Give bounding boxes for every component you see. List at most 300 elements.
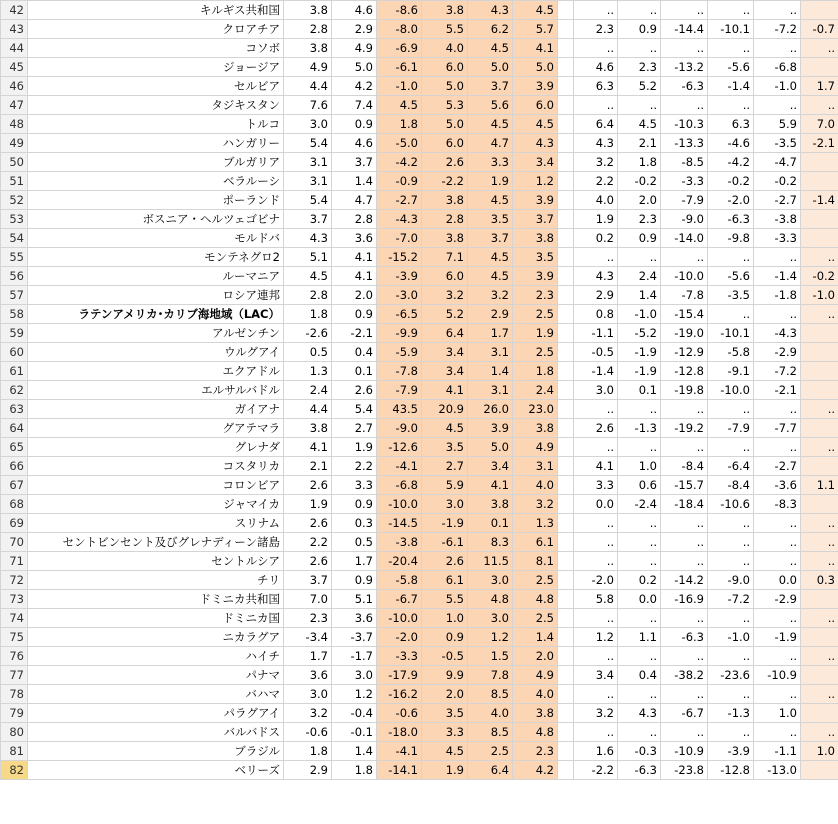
row-header[interactable]: 73 <box>1 590 28 609</box>
value-cell[interactable]: -0.2 <box>708 172 754 191</box>
value-cell[interactable]: -2.6 <box>284 324 332 343</box>
value-cell[interactable]: .. <box>801 248 838 267</box>
value-cell[interactable] <box>558 1 574 20</box>
value-cell[interactable]: -8.5 <box>661 153 708 172</box>
value-cell[interactable]: -2.2 <box>574 761 618 780</box>
value-cell[interactable]: 2.3 <box>618 58 661 77</box>
value-cell[interactable]: 1.8 <box>377 115 422 134</box>
country-cell[interactable]: ブルガリア <box>28 153 284 172</box>
value-cell[interactable]: 0.1 <box>468 514 513 533</box>
country-cell[interactable]: タジキスタン <box>28 96 284 115</box>
value-cell[interactable]: -7.0 <box>377 229 422 248</box>
value-cell[interactable]: -1.0 <box>708 628 754 647</box>
value-cell[interactable]: -10.9 <box>754 666 801 685</box>
country-cell[interactable]: バハマ <box>28 685 284 704</box>
value-cell[interactable]: -12.9 <box>661 343 708 362</box>
value-cell[interactable]: .. <box>661 533 708 552</box>
value-cell[interactable]: .. <box>574 400 618 419</box>
value-cell[interactable]: -3.0 <box>377 286 422 305</box>
value-cell[interactable]: -20.4 <box>377 552 422 571</box>
row-header[interactable]: 65 <box>1 438 28 457</box>
value-cell[interactable]: -1.9 <box>754 628 801 647</box>
value-cell[interactable]: -4.2 <box>708 153 754 172</box>
value-cell[interactable]: -1.9 <box>618 343 661 362</box>
value-cell[interactable]: 4.3 <box>574 267 618 286</box>
value-cell[interactable]: 1.0 <box>754 704 801 723</box>
country-cell[interactable]: ドミニカ共和国 <box>28 590 284 609</box>
value-cell[interactable]: 1.2 <box>574 628 618 647</box>
value-cell[interactable]: .. <box>801 96 838 115</box>
value-cell[interactable]: 5.0 <box>468 58 513 77</box>
value-cell[interactable] <box>558 419 574 438</box>
row-header[interactable]: 55 <box>1 248 28 267</box>
value-cell[interactable]: 0.4 <box>332 343 377 362</box>
value-cell[interactable]: 3.8 <box>422 191 468 210</box>
value-cell[interactable]: .. <box>708 609 754 628</box>
value-cell[interactable]: 2.7 <box>332 419 377 438</box>
value-cell[interactable]: -2.1 <box>754 381 801 400</box>
value-cell[interactable]: .. <box>618 400 661 419</box>
value-cell[interactable]: 6.4 <box>574 115 618 134</box>
value-cell[interactable]: 1.7 <box>284 647 332 666</box>
country-cell[interactable]: ジャマイカ <box>28 495 284 514</box>
value-cell[interactable] <box>558 533 574 552</box>
value-cell[interactable]: 3.2 <box>513 495 558 514</box>
value-cell[interactable]: 8.3 <box>468 533 513 552</box>
value-cell[interactable]: -4.1 <box>377 742 422 761</box>
value-cell[interactable]: .. <box>661 552 708 571</box>
value-cell[interactable]: 1.3 <box>284 362 332 381</box>
value-cell[interactable]: -5.8 <box>708 343 754 362</box>
value-cell[interactable]: 3.7 <box>513 210 558 229</box>
value-cell[interactable]: .. <box>661 96 708 115</box>
value-cell[interactable]: 3.8 <box>422 1 468 20</box>
value-cell[interactable]: -15.2 <box>377 248 422 267</box>
value-cell[interactable]: .. <box>801 39 838 58</box>
value-cell[interactable]: .. <box>618 438 661 457</box>
value-cell[interactable]: 3.9 <box>513 77 558 96</box>
value-cell[interactable]: 1.1 <box>618 628 661 647</box>
value-cell[interactable]: -6.1 <box>422 533 468 552</box>
row-header[interactable]: 76 <box>1 647 28 666</box>
value-cell[interactable]: 4.3 <box>513 134 558 153</box>
value-cell[interactable]: .. <box>618 647 661 666</box>
value-cell[interactable]: -3.8 <box>377 533 422 552</box>
value-cell[interactable]: 3.8 <box>468 495 513 514</box>
value-cell[interactable]: -2.9 <box>754 590 801 609</box>
value-cell[interactable]: 3.9 <box>468 419 513 438</box>
value-cell[interactable]: .. <box>754 96 801 115</box>
value-cell[interactable]: 1.9 <box>422 761 468 780</box>
value-cell[interactable]: -1.3 <box>618 419 661 438</box>
value-cell[interactable]: -18.0 <box>377 723 422 742</box>
value-cell[interactable] <box>801 666 838 685</box>
value-cell[interactable]: 8.5 <box>468 685 513 704</box>
value-cell[interactable]: 2.0 <box>618 191 661 210</box>
value-cell[interactable]: -14.4 <box>661 20 708 39</box>
value-cell[interactable]: 4.5 <box>468 248 513 267</box>
value-cell[interactable]: -3.9 <box>708 742 754 761</box>
value-cell[interactable]: .. <box>574 609 618 628</box>
value-cell[interactable]: 4.5 <box>377 96 422 115</box>
row-header[interactable]: 78 <box>1 685 28 704</box>
value-cell[interactable]: 1.0 <box>801 742 838 761</box>
row-header[interactable]: 42 <box>1 1 28 20</box>
value-cell[interactable]: 3.4 <box>422 362 468 381</box>
value-cell[interactable]: 1.8 <box>332 761 377 780</box>
value-cell[interactable]: .. <box>574 1 618 20</box>
row-header[interactable]: 67 <box>1 476 28 495</box>
value-cell[interactable]: .. <box>708 533 754 552</box>
value-cell[interactable]: 2.6 <box>332 381 377 400</box>
value-cell[interactable]: -0.4 <box>332 704 377 723</box>
country-cell[interactable]: モルドバ <box>28 229 284 248</box>
value-cell[interactable] <box>558 305 574 324</box>
value-cell[interactable]: -14.5 <box>377 514 422 533</box>
value-cell[interactable] <box>558 210 574 229</box>
value-cell[interactable]: 4.0 <box>422 39 468 58</box>
value-cell[interactable]: 5.5 <box>422 20 468 39</box>
country-cell[interactable]: コロンビア <box>28 476 284 495</box>
value-cell[interactable]: 3.4 <box>574 666 618 685</box>
row-header[interactable]: 47 <box>1 96 28 115</box>
value-cell[interactable]: -2.2 <box>422 172 468 191</box>
value-cell[interactable]: 3.1 <box>513 457 558 476</box>
value-cell[interactable]: -4.3 <box>754 324 801 343</box>
value-cell[interactable]: 0.9 <box>332 495 377 514</box>
value-cell[interactable]: 3.7 <box>284 210 332 229</box>
value-cell[interactable]: 0.9 <box>618 20 661 39</box>
value-cell[interactable]: 6.0 <box>422 267 468 286</box>
value-cell[interactable]: -3.5 <box>708 286 754 305</box>
value-cell[interactable]: 4.1 <box>574 457 618 476</box>
value-cell[interactable]: -0.6 <box>377 704 422 723</box>
value-cell[interactable]: 4.7 <box>332 191 377 210</box>
value-cell[interactable]: -2.9 <box>754 343 801 362</box>
value-cell[interactable]: .. <box>618 552 661 571</box>
value-cell[interactable]: 1.9 <box>513 324 558 343</box>
value-cell[interactable]: 4.5 <box>468 115 513 134</box>
value-cell[interactable]: 4.5 <box>513 1 558 20</box>
value-cell[interactable]: 2.9 <box>284 761 332 780</box>
country-cell[interactable]: セントビンセント及びグレナディーン諸島 <box>28 533 284 552</box>
value-cell[interactable]: -1.4 <box>708 77 754 96</box>
value-cell[interactable]: .. <box>801 723 838 742</box>
country-cell[interactable]: ドミニカ国 <box>28 609 284 628</box>
value-cell[interactable]: .. <box>618 1 661 20</box>
value-cell[interactable]: -16.9 <box>661 590 708 609</box>
value-cell[interactable]: 0.0 <box>618 590 661 609</box>
value-cell[interactable]: 5.9 <box>422 476 468 495</box>
value-cell[interactable]: 20.9 <box>422 400 468 419</box>
value-cell[interactable]: 2.4 <box>618 267 661 286</box>
row-header[interactable]: 82 <box>1 761 28 780</box>
value-cell[interactable]: -6.8 <box>754 58 801 77</box>
value-cell[interactable] <box>558 362 574 381</box>
value-cell[interactable]: 5.0 <box>422 115 468 134</box>
value-cell[interactable]: -7.9 <box>377 381 422 400</box>
value-cell[interactable]: 4.5 <box>422 742 468 761</box>
value-cell[interactable]: 7.4 <box>332 96 377 115</box>
value-cell[interactable]: 3.1 <box>468 381 513 400</box>
country-cell[interactable]: ロシア連邦 <box>28 286 284 305</box>
value-cell[interactable] <box>558 267 574 286</box>
value-cell[interactable]: 3.9 <box>513 191 558 210</box>
value-cell[interactable]: 3.5 <box>422 704 468 723</box>
value-cell[interactable] <box>801 172 838 191</box>
value-cell[interactable]: 2.5 <box>513 609 558 628</box>
value-cell[interactable]: 1.0 <box>422 609 468 628</box>
value-cell[interactable] <box>801 324 838 343</box>
value-cell[interactable]: -1.8 <box>754 286 801 305</box>
value-cell[interactable] <box>558 761 574 780</box>
row-header[interactable]: 44 <box>1 39 28 58</box>
value-cell[interactable]: -6.5 <box>377 305 422 324</box>
value-cell[interactable]: 0.6 <box>618 476 661 495</box>
value-cell[interactable]: 6.2 <box>468 20 513 39</box>
value-cell[interactable] <box>558 571 574 590</box>
country-cell[interactable]: セントルシア <box>28 552 284 571</box>
value-cell[interactable]: .. <box>754 533 801 552</box>
value-cell[interactable]: -3.3 <box>661 172 708 191</box>
row-header[interactable]: 81 <box>1 742 28 761</box>
value-cell[interactable]: 7.0 <box>284 590 332 609</box>
value-cell[interactable]: 4.1 <box>422 381 468 400</box>
value-cell[interactable]: -10.0 <box>377 495 422 514</box>
value-cell[interactable]: .. <box>708 514 754 533</box>
value-cell[interactable]: 43.5 <box>377 400 422 419</box>
value-cell[interactable]: 4.2 <box>332 77 377 96</box>
value-cell[interactable]: 3.7 <box>468 229 513 248</box>
value-cell[interactable]: 4.5 <box>468 191 513 210</box>
value-cell[interactable] <box>558 495 574 514</box>
value-cell[interactable]: .. <box>754 39 801 58</box>
value-cell[interactable]: 3.2 <box>574 153 618 172</box>
value-cell[interactable]: 0.3 <box>332 514 377 533</box>
value-cell[interactable]: 5.0 <box>332 58 377 77</box>
value-cell[interactable]: -9.9 <box>377 324 422 343</box>
value-cell[interactable]: 2.8 <box>422 210 468 229</box>
value-cell[interactable] <box>558 400 574 419</box>
value-cell[interactable]: -2.4 <box>618 495 661 514</box>
value-cell[interactable]: 2.3 <box>284 609 332 628</box>
value-cell[interactable]: 2.2 <box>574 172 618 191</box>
value-cell[interactable]: .. <box>754 514 801 533</box>
value-cell[interactable] <box>558 628 574 647</box>
value-cell[interactable] <box>558 39 574 58</box>
value-cell[interactable]: 2.0 <box>422 685 468 704</box>
value-cell[interactable] <box>558 552 574 571</box>
value-cell[interactable]: .. <box>754 305 801 324</box>
value-cell[interactable]: 1.7 <box>332 552 377 571</box>
value-cell[interactable]: 2.9 <box>574 286 618 305</box>
value-cell[interactable] <box>558 742 574 761</box>
value-cell[interactable]: 4.5 <box>468 39 513 58</box>
value-cell[interactable] <box>558 134 574 153</box>
value-cell[interactable]: .. <box>618 514 661 533</box>
value-cell[interactable]: 1.1 <box>801 476 838 495</box>
value-cell[interactable]: -0.2 <box>618 172 661 191</box>
value-cell[interactable]: 0.0 <box>754 571 801 590</box>
value-cell[interactable]: 1.9 <box>574 210 618 229</box>
value-cell[interactable]: -13.2 <box>661 58 708 77</box>
value-cell[interactable]: 6.0 <box>422 134 468 153</box>
country-cell[interactable]: ガイアナ <box>28 400 284 419</box>
value-cell[interactable]: 4.0 <box>513 476 558 495</box>
value-cell[interactable]: -0.9 <box>377 172 422 191</box>
value-cell[interactable]: 1.9 <box>332 438 377 457</box>
value-cell[interactable]: 4.6 <box>574 58 618 77</box>
country-cell[interactable]: アルゼンチン <box>28 324 284 343</box>
value-cell[interactable]: -2.0 <box>708 191 754 210</box>
value-cell[interactable] <box>801 1 838 20</box>
value-cell[interactable]: 6.0 <box>422 58 468 77</box>
value-cell[interactable]: .. <box>754 400 801 419</box>
value-cell[interactable]: .. <box>801 305 838 324</box>
value-cell[interactable] <box>558 20 574 39</box>
row-header[interactable]: 54 <box>1 229 28 248</box>
value-cell[interactable]: .. <box>574 533 618 552</box>
value-cell[interactable]: -1.1 <box>574 324 618 343</box>
value-cell[interactable]: 3.5 <box>422 438 468 457</box>
value-cell[interactable]: -14.2 <box>661 571 708 590</box>
value-cell[interactable]: 2.5 <box>513 305 558 324</box>
value-cell[interactable]: 3.1 <box>284 153 332 172</box>
value-cell[interactable]: 2.7 <box>422 457 468 476</box>
value-cell[interactable] <box>801 419 838 438</box>
value-cell[interactable]: 8.5 <box>468 723 513 742</box>
value-cell[interactable]: .. <box>754 248 801 267</box>
value-cell[interactable]: 5.1 <box>332 590 377 609</box>
value-cell[interactable]: 11.5 <box>468 552 513 571</box>
value-cell[interactable]: 3.8 <box>284 1 332 20</box>
value-cell[interactable]: .. <box>574 647 618 666</box>
value-cell[interactable]: -17.9 <box>377 666 422 685</box>
value-cell[interactable]: 23.0 <box>513 400 558 419</box>
value-cell[interactable] <box>558 609 574 628</box>
value-cell[interactable]: 3.4 <box>468 457 513 476</box>
value-cell[interactable]: 3.0 <box>332 666 377 685</box>
value-cell[interactable] <box>558 58 574 77</box>
value-cell[interactable]: 0.2 <box>574 229 618 248</box>
country-cell[interactable]: キルギス共和国 <box>28 1 284 20</box>
value-cell[interactable]: 7.0 <box>801 115 838 134</box>
value-cell[interactable]: 2.3 <box>574 20 618 39</box>
value-cell[interactable]: 0.9 <box>332 305 377 324</box>
value-cell[interactable]: -0.1 <box>332 723 377 742</box>
value-cell[interactable]: 4.6 <box>332 1 377 20</box>
value-cell[interactable]: 0.9 <box>422 628 468 647</box>
value-cell[interactable]: .. <box>661 400 708 419</box>
country-cell[interactable]: パナマ <box>28 666 284 685</box>
value-cell[interactable]: .. <box>661 248 708 267</box>
value-cell[interactable]: .. <box>618 96 661 115</box>
value-cell[interactable]: -13.3 <box>661 134 708 153</box>
value-cell[interactable]: -6.3 <box>661 628 708 647</box>
value-cell[interactable] <box>558 685 574 704</box>
value-cell[interactable]: 4.9 <box>332 39 377 58</box>
value-cell[interactable]: 3.0 <box>468 609 513 628</box>
row-header[interactable]: 62 <box>1 381 28 400</box>
country-cell[interactable]: ウルグアイ <box>28 343 284 362</box>
value-cell[interactable]: -7.9 <box>708 419 754 438</box>
value-cell[interactable] <box>558 343 574 362</box>
value-cell[interactable]: -2.7 <box>754 191 801 210</box>
value-cell[interactable]: 0.5 <box>332 533 377 552</box>
value-cell[interactable]: 5.2 <box>618 77 661 96</box>
value-cell[interactable]: -8.6 <box>377 1 422 20</box>
value-cell[interactable]: -0.2 <box>801 267 838 286</box>
value-cell[interactable]: 1.6 <box>574 742 618 761</box>
value-cell[interactable]: .. <box>801 438 838 457</box>
value-cell[interactable]: 5.9 <box>754 115 801 134</box>
value-cell[interactable]: 5.0 <box>422 77 468 96</box>
value-cell[interactable]: .. <box>708 400 754 419</box>
value-cell[interactable]: 4.8 <box>468 590 513 609</box>
value-cell[interactable] <box>801 229 838 248</box>
value-cell[interactable] <box>558 476 574 495</box>
value-cell[interactable]: 0.4 <box>618 666 661 685</box>
value-cell[interactable]: -5.9 <box>377 343 422 362</box>
value-cell[interactable]: 4.2 <box>513 761 558 780</box>
value-cell[interactable]: 2.5 <box>513 343 558 362</box>
country-cell[interactable]: チリ <box>28 571 284 590</box>
value-cell[interactable]: -10.1 <box>708 20 754 39</box>
value-cell[interactable]: 5.4 <box>284 134 332 153</box>
value-cell[interactable]: 3.7 <box>332 153 377 172</box>
value-cell[interactable]: -7.8 <box>661 286 708 305</box>
country-cell[interactable]: ベラルーシ <box>28 172 284 191</box>
value-cell[interactable]: 4.3 <box>574 134 618 153</box>
value-cell[interactable]: 4.8 <box>513 590 558 609</box>
value-cell[interactable]: 3.7 <box>468 77 513 96</box>
value-cell[interactable]: 3.4 <box>513 153 558 172</box>
value-cell[interactable]: -0.2 <box>754 172 801 191</box>
value-cell[interactable]: 5.1 <box>284 248 332 267</box>
value-cell[interactable]: .. <box>708 723 754 742</box>
country-cell[interactable]: バルバドス <box>28 723 284 742</box>
value-cell[interactable]: 2.0 <box>513 647 558 666</box>
value-cell[interactable]: .. <box>661 39 708 58</box>
row-header[interactable]: 74 <box>1 609 28 628</box>
value-cell[interactable]: .. <box>574 96 618 115</box>
value-cell[interactable] <box>558 438 574 457</box>
value-cell[interactable]: 1.7 <box>468 324 513 343</box>
value-cell[interactable]: 0.8 <box>574 305 618 324</box>
value-cell[interactable]: -1.9 <box>422 514 468 533</box>
value-cell[interactable]: .. <box>708 552 754 571</box>
value-cell[interactable] <box>801 761 838 780</box>
value-cell[interactable]: 4.8 <box>513 723 558 742</box>
value-cell[interactable]: 6.1 <box>422 571 468 590</box>
value-cell[interactable] <box>801 58 838 77</box>
value-cell[interactable]: .. <box>661 1 708 20</box>
row-header[interactable]: 48 <box>1 115 28 134</box>
value-cell[interactable]: 2.1 <box>284 457 332 476</box>
value-cell[interactable]: -10.0 <box>661 267 708 286</box>
value-cell[interactable] <box>558 590 574 609</box>
country-cell[interactable]: エクアドル <box>28 362 284 381</box>
value-cell[interactable] <box>558 248 574 267</box>
value-cell[interactable]: 5.2 <box>422 305 468 324</box>
value-cell[interactable]: -9.0 <box>661 210 708 229</box>
value-cell[interactable]: .. <box>574 438 618 457</box>
value-cell[interactable]: .. <box>708 96 754 115</box>
value-cell[interactable]: .. <box>708 438 754 457</box>
value-cell[interactable]: -3.4 <box>284 628 332 647</box>
value-cell[interactable]: 2.9 <box>332 20 377 39</box>
row-header[interactable]: 43 <box>1 20 28 39</box>
